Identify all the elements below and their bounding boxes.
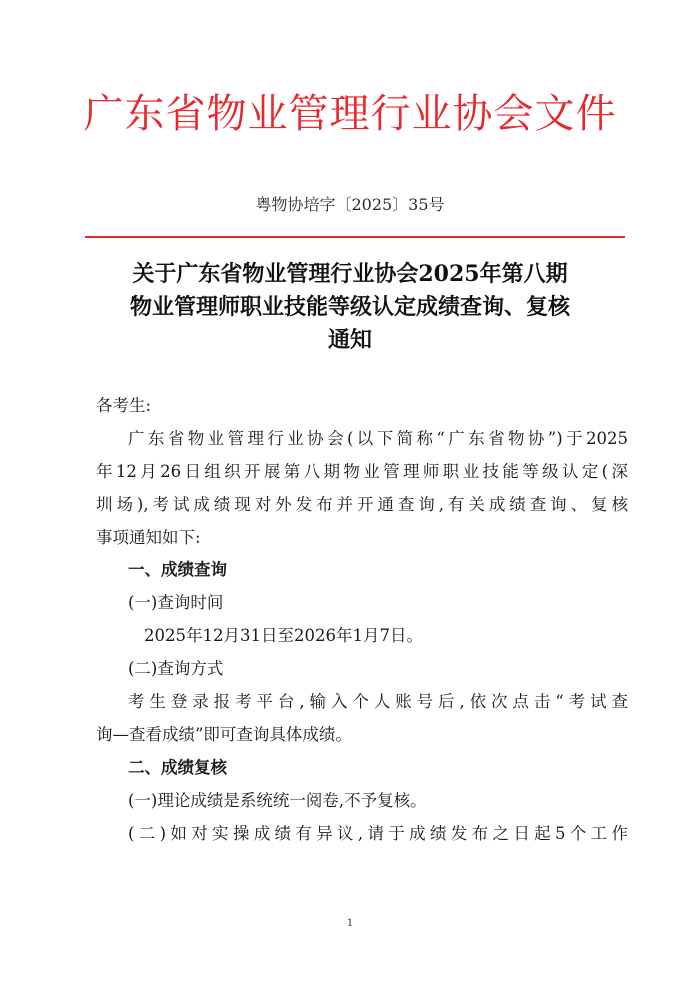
salutation: 各考生: <box>96 396 152 415</box>
document-number: 粤物协培字〔2025〕35号 <box>255 195 445 214</box>
query-method-line-2: 询—查看成绩”即可查询具体成绩。 <box>96 725 352 744</box>
notice-title-line-1: 关于广东省物业管理行业协会2025年第八期 <box>132 261 568 287</box>
query-time-text: 2025年12月31日至2026年1月7日。 <box>144 626 423 645</box>
review-item-1: (一)理论成绩是系统统一阅卷,不予复核。 <box>128 791 427 810</box>
section-2-heading: 二、成绩复核 <box>128 758 227 777</box>
notice-title-line-3: 通知 <box>327 327 372 353</box>
section-1-heading: 一、成绩查询 <box>128 560 227 579</box>
subsection-2-heading: (二)查询方式 <box>128 659 224 678</box>
review-item-2: (二)如对实操成绩有异议,请于成绩发布之日起5个工作 <box>128 824 628 843</box>
notice-title <box>60 258 640 357</box>
page-number: 1 <box>346 918 354 929</box>
intro-line-4: 事项通知如下: <box>96 528 201 547</box>
subsection-1-heading: (一)查询时间 <box>128 593 224 612</box>
org-header-title: 广东省物业管理行业协会文件 <box>83 91 617 137</box>
notice-title-line-2: 物业管理师职业技能等级认定成绩查询、复核 <box>129 294 570 320</box>
intro-line-1: 广东省物业管理行业协会(以下简称“广东省物协”)于2025 <box>128 429 628 448</box>
intro-line-2: 年12月26日组织开展第八期物业管理师职业技能等级认定(深 <box>96 462 628 481</box>
red-divider-line <box>85 236 625 238</box>
query-method-line-1: 考生登录报考平台,输入个人账号后,依次点击“考试查 <box>128 692 628 711</box>
intro-line-3: 圳场),考试成绩现对外发布并开通查询,有关成绩查询、复核 <box>96 495 628 514</box>
